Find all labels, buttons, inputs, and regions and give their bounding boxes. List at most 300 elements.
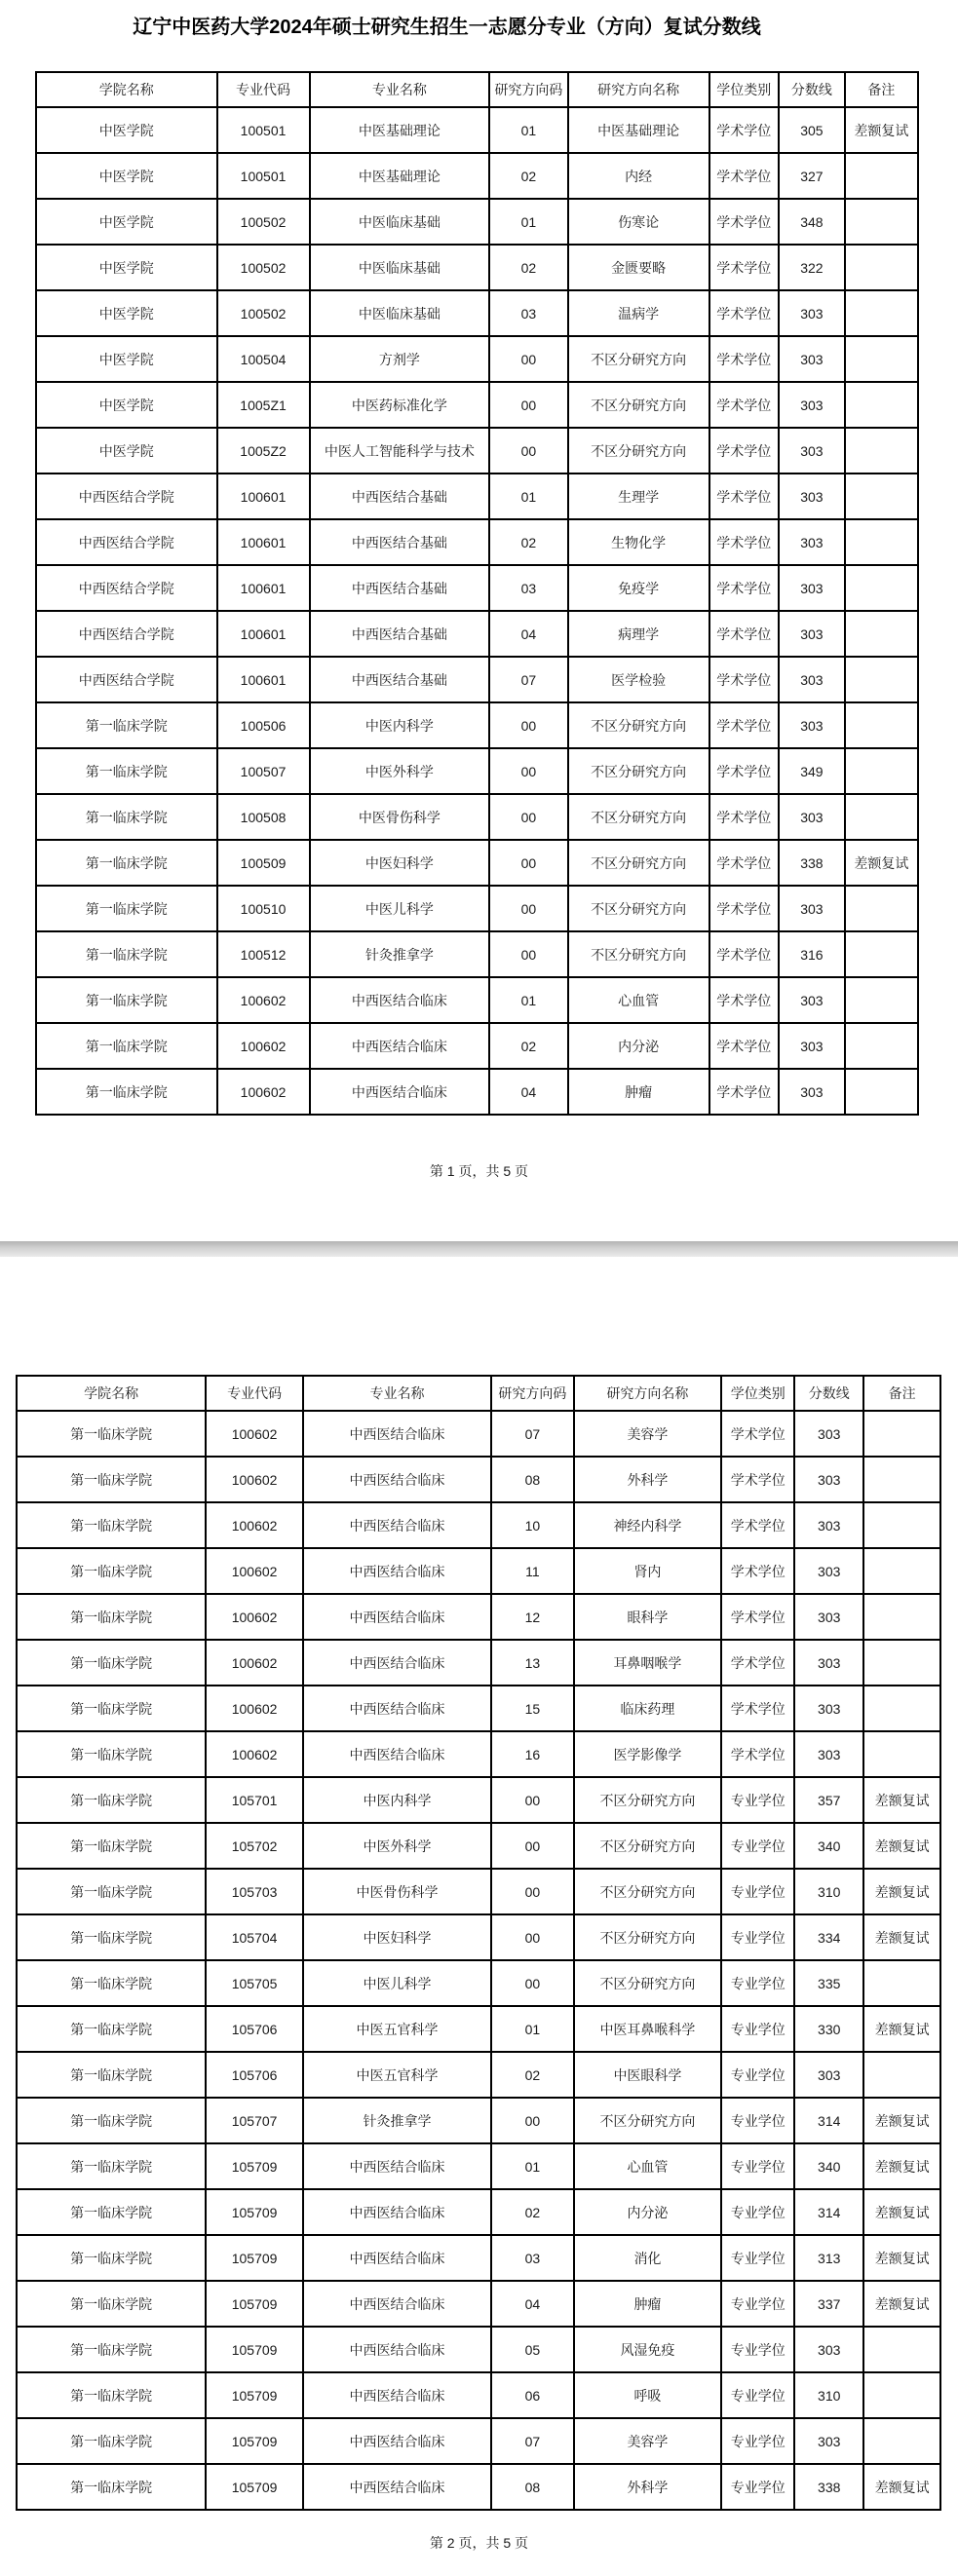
table-row bbox=[36, 199, 918, 245]
table-cell: 差额复试 bbox=[863, 2006, 940, 2052]
table-cell: 专业学位 bbox=[721, 2143, 794, 2189]
table-cell bbox=[845, 565, 918, 611]
header-row bbox=[36, 72, 918, 107]
table-cell: 学术学位 bbox=[721, 1548, 794, 1594]
table-cell bbox=[845, 336, 918, 382]
table-row bbox=[17, 2143, 940, 2189]
table-cell: 中医五官科学 bbox=[303, 2052, 491, 2098]
table-cell bbox=[863, 1594, 940, 1640]
table-cell: 不区分研究方向 bbox=[568, 886, 709, 931]
table-cell: 专业学位 bbox=[721, 1823, 794, 1869]
table-cell bbox=[845, 1023, 918, 1069]
table-cell: 10 bbox=[491, 1502, 573, 1548]
table-cell: 金匮要略 bbox=[568, 245, 709, 290]
table-cell: 01 bbox=[489, 107, 568, 153]
table-cell: 学术学位 bbox=[709, 290, 779, 336]
table-cell: 差额复试 bbox=[863, 2235, 940, 2281]
table-cell: 医学影像学 bbox=[574, 1731, 722, 1777]
table-cell: 100602 bbox=[206, 1411, 303, 1457]
table-cell: 第一临床学院 bbox=[17, 2372, 206, 2418]
table-cell bbox=[845, 474, 918, 519]
table-cell: 专业学位 bbox=[721, 1777, 794, 1823]
table-cell: 105706 bbox=[206, 2052, 303, 2098]
table-cell: 100506 bbox=[217, 702, 310, 748]
table-cell bbox=[845, 290, 918, 336]
table-cell: 105701 bbox=[206, 1777, 303, 1823]
table-cell: 00 bbox=[489, 748, 568, 794]
table-cell: 349 bbox=[779, 748, 845, 794]
table-cell bbox=[863, 1731, 940, 1777]
table-cell: 学术学位 bbox=[721, 1731, 794, 1777]
table-row bbox=[17, 2372, 940, 2418]
table-cell: 消化 bbox=[574, 2235, 722, 2281]
table-cell: 303 bbox=[779, 1023, 845, 1069]
table-cell: 01 bbox=[489, 977, 568, 1023]
table-cell bbox=[863, 1640, 940, 1686]
table-cell: 中西医结合临床 bbox=[310, 1023, 490, 1069]
table-cell bbox=[845, 657, 918, 702]
table-cell: 中西医结合临床 bbox=[303, 1411, 491, 1457]
table-cell: 中医基础理论 bbox=[568, 107, 709, 153]
table-cell: 中西医结合临床 bbox=[303, 1686, 491, 1731]
table-cell: 303 bbox=[794, 1731, 863, 1777]
table-cell bbox=[863, 1960, 940, 2006]
table-cell: 02 bbox=[491, 2189, 573, 2235]
table-cell: 中医内科学 bbox=[310, 702, 490, 748]
table-cell: 学术学位 bbox=[709, 748, 779, 794]
table-cell: 中医人工智能科学与技术 bbox=[310, 428, 490, 474]
table-row bbox=[36, 153, 918, 199]
table-cell: 334 bbox=[794, 1914, 863, 1960]
column-header: 专业代码 bbox=[206, 1376, 303, 1411]
table-cell: 中西医结合基础 bbox=[310, 611, 490, 657]
table-cell: 105709 bbox=[206, 2189, 303, 2235]
table-row bbox=[17, 2327, 940, 2372]
table-cell: 专业学位 bbox=[721, 1869, 794, 1914]
table-cell bbox=[845, 153, 918, 199]
column-header: 分数线 bbox=[779, 72, 845, 107]
table-cell: 1005Z2 bbox=[217, 428, 310, 474]
table-cell: 中西医结合临床 bbox=[303, 2327, 491, 2372]
table-cell bbox=[863, 2052, 940, 2098]
table-cell: 105705 bbox=[206, 1960, 303, 2006]
table-cell: 中西医结合基础 bbox=[310, 565, 490, 611]
table-cell: 第一临床学院 bbox=[17, 1594, 206, 1640]
table-cell: 针灸推拿学 bbox=[310, 931, 490, 977]
table-cell: 00 bbox=[489, 336, 568, 382]
table-cell: 100602 bbox=[206, 1548, 303, 1594]
table-cell: 08 bbox=[491, 1457, 573, 1502]
table-row bbox=[36, 382, 918, 428]
header-row bbox=[17, 1376, 940, 1411]
table-cell: 中西医结合临床 bbox=[303, 2372, 491, 2418]
table-cell: 316 bbox=[779, 931, 845, 977]
column-header: 学院名称 bbox=[36, 72, 217, 107]
table-cell: 11 bbox=[491, 1548, 573, 1594]
table-cell: 15 bbox=[491, 1686, 573, 1731]
table-row bbox=[36, 565, 918, 611]
table-cell: 105709 bbox=[206, 2143, 303, 2189]
table-cell: 生理学 bbox=[568, 474, 709, 519]
table-row bbox=[36, 474, 918, 519]
table-cell: 08 bbox=[491, 2464, 573, 2510]
table-row bbox=[36, 702, 918, 748]
table-cell: 303 bbox=[794, 1411, 863, 1457]
table-cell: 第一临床学院 bbox=[17, 2281, 206, 2327]
table-cell: 中西医结合学院 bbox=[36, 657, 217, 702]
table-cell: 303 bbox=[779, 1069, 845, 1115]
table-row bbox=[36, 611, 918, 657]
table-cell: 303 bbox=[794, 1686, 863, 1731]
table-cell: 中医学院 bbox=[36, 199, 217, 245]
table-cell: 100512 bbox=[217, 931, 310, 977]
table-cell: 03 bbox=[491, 2235, 573, 2281]
table-cell: 100601 bbox=[217, 519, 310, 565]
table-row bbox=[36, 931, 918, 977]
table-cell: 第一临床学院 bbox=[36, 702, 217, 748]
table-cell: 中医学院 bbox=[36, 153, 217, 199]
table-cell: 100502 bbox=[217, 245, 310, 290]
table-cell: 348 bbox=[779, 199, 845, 245]
table-cell: 中西医结合临床 bbox=[303, 1594, 491, 1640]
table-cell: 差额复试 bbox=[863, 1777, 940, 1823]
table-cell: 100602 bbox=[206, 1640, 303, 1686]
table-cell: 303 bbox=[779, 519, 845, 565]
table-cell: 方剂学 bbox=[310, 336, 490, 382]
table-cell: 100509 bbox=[217, 840, 310, 886]
table-cell: 神经内科学 bbox=[574, 1502, 722, 1548]
table-cell: 中西医结合临床 bbox=[303, 1548, 491, 1594]
table-cell: 学术学位 bbox=[709, 1023, 779, 1069]
table-row bbox=[36, 519, 918, 565]
table-cell: 临床药理 bbox=[574, 1686, 722, 1731]
table-cell: 中西医结合基础 bbox=[310, 657, 490, 702]
table-cell: 眼科学 bbox=[574, 1594, 722, 1640]
table-cell: 第一临床学院 bbox=[17, 1502, 206, 1548]
table-cell: 105709 bbox=[206, 2418, 303, 2464]
table-cell: 第一临床学院 bbox=[17, 1777, 206, 1823]
column-header: 备注 bbox=[863, 1376, 940, 1411]
table-cell: 内分泌 bbox=[568, 1023, 709, 1069]
table-cell: 100510 bbox=[217, 886, 310, 931]
table-cell: 00 bbox=[489, 840, 568, 886]
table-row bbox=[17, 1777, 940, 1823]
column-header: 研究方向名称 bbox=[568, 72, 709, 107]
table-row bbox=[17, 2464, 940, 2510]
table-cell: 中西医结合临床 bbox=[303, 2418, 491, 2464]
table-cell: 303 bbox=[779, 611, 845, 657]
table-cell bbox=[845, 611, 918, 657]
table-cell: 不区分研究方向 bbox=[574, 1914, 722, 1960]
table-cell: 中西医结合临床 bbox=[303, 2464, 491, 2510]
table-cell: 03 bbox=[489, 290, 568, 336]
table-cell: 美容学 bbox=[574, 1411, 722, 1457]
table-cell: 第一临床学院 bbox=[36, 886, 217, 931]
table-cell: 100504 bbox=[217, 336, 310, 382]
table-cell: 中医五官科学 bbox=[303, 2006, 491, 2052]
table-row bbox=[36, 1023, 918, 1069]
table-cell: 中西医结合学院 bbox=[36, 565, 217, 611]
table-cell: 不区分研究方向 bbox=[574, 2098, 722, 2143]
table-cell: 303 bbox=[779, 336, 845, 382]
table-cell: 中西医结合临床 bbox=[303, 1457, 491, 1502]
table-row bbox=[17, 1914, 940, 1960]
table-cell: 105707 bbox=[206, 2098, 303, 2143]
table-cell: 中医儿科学 bbox=[310, 886, 490, 931]
table-row bbox=[17, 1594, 940, 1640]
page-number-footer-2: 第 2 页，共 5 页 bbox=[429, 2535, 529, 2551]
table-cell: 303 bbox=[794, 1502, 863, 1548]
table-cell: 第一临床学院 bbox=[17, 1640, 206, 1686]
column-header: 专业名称 bbox=[303, 1376, 491, 1411]
table-cell: 105709 bbox=[206, 2235, 303, 2281]
table-cell: 00 bbox=[489, 886, 568, 931]
table-cell: 学术学位 bbox=[721, 1502, 794, 1548]
table-cell: 303 bbox=[794, 1640, 863, 1686]
table-cell: 357 bbox=[794, 1777, 863, 1823]
table-row bbox=[36, 977, 918, 1023]
table-cell: 105704 bbox=[206, 1914, 303, 1960]
table-cell: 肿瘤 bbox=[568, 1069, 709, 1115]
table-row bbox=[17, 1502, 940, 1548]
score-table-page-2 bbox=[16, 1375, 941, 2511]
table-cell: 第一临床学院 bbox=[17, 1960, 206, 2006]
table-cell bbox=[845, 245, 918, 290]
table-cell: 呼吸 bbox=[574, 2372, 722, 2418]
table-cell: 第一临床学院 bbox=[17, 2418, 206, 2464]
table-cell: 差额复试 bbox=[863, 1823, 940, 1869]
table-cell: 不区分研究方向 bbox=[574, 1960, 722, 2006]
table-cell: 学术学位 bbox=[709, 336, 779, 382]
table-cell: 学术学位 bbox=[709, 657, 779, 702]
table-cell: 105709 bbox=[206, 2372, 303, 2418]
table-cell: 不区分研究方向 bbox=[568, 336, 709, 382]
table-cell: 专业学位 bbox=[721, 1960, 794, 2006]
table-cell: 03 bbox=[489, 565, 568, 611]
table-cell: 305 bbox=[779, 107, 845, 153]
table-row bbox=[17, 2418, 940, 2464]
table-cell: 100502 bbox=[217, 199, 310, 245]
table-row bbox=[36, 748, 918, 794]
table-cell: 差额复试 bbox=[863, 2189, 940, 2235]
table-cell: 中医学院 bbox=[36, 382, 217, 428]
document-page-1 bbox=[0, 14, 958, 1180]
table-cell: 不区分研究方向 bbox=[568, 702, 709, 748]
table-cell: 105706 bbox=[206, 2006, 303, 2052]
table-cell: 差额复试 bbox=[863, 2281, 940, 2327]
table-cell: 内经 bbox=[568, 153, 709, 199]
table-cell: 不区分研究方向 bbox=[568, 931, 709, 977]
document-title: 辽宁中医药大学2024年硕士研究生招生一志愿分专业（方向）复试分数线 bbox=[133, 17, 761, 38]
table-cell: 专业学位 bbox=[721, 2098, 794, 2143]
table-cell bbox=[845, 748, 918, 794]
table-cell: 不区分研究方向 bbox=[574, 1777, 722, 1823]
table-cell: 1005Z1 bbox=[217, 382, 310, 428]
table-cell: 专业学位 bbox=[721, 2052, 794, 2098]
table-cell: 01 bbox=[491, 2006, 573, 2052]
table-cell: 学术学位 bbox=[709, 153, 779, 199]
document-page-2 bbox=[0, 1375, 958, 2552]
table-cell: 风湿免疫 bbox=[574, 2327, 722, 2372]
table-cell: 00 bbox=[489, 382, 568, 428]
table-cell bbox=[863, 1548, 940, 1594]
table-cell: 中医骨伤科学 bbox=[303, 1869, 491, 1914]
table-cell: 第一临床学院 bbox=[17, 1457, 206, 1502]
table-cell: 100501 bbox=[217, 107, 310, 153]
table-cell: 100601 bbox=[217, 474, 310, 519]
table-row bbox=[17, 1686, 940, 1731]
table-cell: 00 bbox=[491, 1869, 573, 1914]
table-cell: 303 bbox=[779, 977, 845, 1023]
page-separator bbox=[0, 1241, 958, 1257]
table-cell: 314 bbox=[794, 2189, 863, 2235]
table-cell: 差额复试 bbox=[863, 1914, 940, 1960]
table-cell: 105703 bbox=[206, 1869, 303, 1914]
table-cell: 不区分研究方向 bbox=[574, 1823, 722, 1869]
table-cell: 第一临床学院 bbox=[17, 2006, 206, 2052]
table-cell: 01 bbox=[489, 199, 568, 245]
table-cell: 第一临床学院 bbox=[17, 2052, 206, 2098]
table-cell: 第一临床学院 bbox=[17, 1731, 206, 1777]
column-header: 研究方向名称 bbox=[574, 1376, 722, 1411]
table-cell: 第一临床学院 bbox=[17, 1823, 206, 1869]
table-cell: 学术学位 bbox=[721, 1411, 794, 1457]
table-cell: 第一临床学院 bbox=[36, 748, 217, 794]
score-table-page-1 bbox=[35, 71, 919, 1116]
table-cell: 第一临床学院 bbox=[17, 2143, 206, 2189]
table-cell: 100602 bbox=[206, 1594, 303, 1640]
table-cell: 105709 bbox=[206, 2281, 303, 2327]
table-cell: 中医临床基础 bbox=[310, 290, 490, 336]
table-cell: 00 bbox=[491, 1914, 573, 1960]
table-cell: 303 bbox=[794, 2418, 863, 2464]
column-header: 专业代码 bbox=[217, 72, 310, 107]
table-cell: 不区分研究方向 bbox=[568, 794, 709, 840]
table-cell: 差额复试 bbox=[863, 2098, 940, 2143]
table-cell: 中医学院 bbox=[36, 107, 217, 153]
table-cell: 335 bbox=[794, 1960, 863, 2006]
table-cell bbox=[863, 1686, 940, 1731]
table-cell: 不区分研究方向 bbox=[568, 748, 709, 794]
table-row bbox=[17, 2189, 940, 2235]
table-cell: 肿瘤 bbox=[574, 2281, 722, 2327]
table-cell: 310 bbox=[794, 2372, 863, 2418]
table-cell bbox=[845, 428, 918, 474]
table-cell: 差额复试 bbox=[845, 107, 918, 153]
table-cell: 中医妇科学 bbox=[303, 1914, 491, 1960]
column-header: 学院名称 bbox=[17, 1376, 206, 1411]
table-row bbox=[36, 290, 918, 336]
table-cell: 00 bbox=[489, 428, 568, 474]
table-cell: 专业学位 bbox=[721, 2327, 794, 2372]
column-header: 分数线 bbox=[794, 1376, 863, 1411]
table-row bbox=[17, 2098, 940, 2143]
table-cell bbox=[845, 977, 918, 1023]
table-row bbox=[36, 794, 918, 840]
table-cell: 07 bbox=[491, 1411, 573, 1457]
table-cell: 第一临床学院 bbox=[36, 840, 217, 886]
table-cell: 差额复试 bbox=[863, 2143, 940, 2189]
table-cell: 学术学位 bbox=[721, 1457, 794, 1502]
table-cell: 学术学位 bbox=[709, 611, 779, 657]
table-cell: 337 bbox=[794, 2281, 863, 2327]
table-cell: 04 bbox=[489, 611, 568, 657]
table-cell bbox=[863, 2418, 940, 2464]
table-cell: 中医临床基础 bbox=[310, 245, 490, 290]
table-cell: 01 bbox=[489, 474, 568, 519]
table-cell: 中西医结合临床 bbox=[310, 1069, 490, 1115]
table-cell bbox=[863, 1411, 940, 1457]
table-cell: 100601 bbox=[217, 565, 310, 611]
table-cell: 中西医结合临床 bbox=[303, 1731, 491, 1777]
table-cell: 不区分研究方向 bbox=[574, 1869, 722, 1914]
table-cell: 303 bbox=[794, 2327, 863, 2372]
table-cell: 07 bbox=[491, 2418, 573, 2464]
table-cell: 00 bbox=[489, 794, 568, 840]
table-cell: 100508 bbox=[217, 794, 310, 840]
table-cell: 中医临床基础 bbox=[310, 199, 490, 245]
table-cell: 303 bbox=[779, 474, 845, 519]
table-cell: 303 bbox=[779, 290, 845, 336]
table-cell: 第一临床学院 bbox=[17, 2464, 206, 2510]
table-cell: 专业学位 bbox=[721, 2372, 794, 2418]
table-cell: 第一临床学院 bbox=[17, 1548, 206, 1594]
column-header: 备注 bbox=[845, 72, 918, 107]
table-cell: 100602 bbox=[206, 1502, 303, 1548]
table-cell: 100507 bbox=[217, 748, 310, 794]
table-cell: 医学检验 bbox=[568, 657, 709, 702]
table-cell: 学术学位 bbox=[709, 565, 779, 611]
table-row bbox=[36, 428, 918, 474]
table-cell: 差额复试 bbox=[863, 2464, 940, 2510]
table-cell: 中医耳鼻喉科学 bbox=[574, 2006, 722, 2052]
table-cell: 第一临床学院 bbox=[17, 1411, 206, 1457]
table-row bbox=[36, 840, 918, 886]
table-cell: 338 bbox=[779, 840, 845, 886]
table-cell: 330 bbox=[794, 2006, 863, 2052]
table-cell: 100602 bbox=[217, 1069, 310, 1115]
table-cell: 中医学院 bbox=[36, 290, 217, 336]
table-cell: 学术学位 bbox=[709, 519, 779, 565]
table-cell: 学术学位 bbox=[709, 474, 779, 519]
table-cell: 学术学位 bbox=[721, 1686, 794, 1731]
table-cell: 100602 bbox=[206, 1457, 303, 1502]
table-cell: 100602 bbox=[217, 1023, 310, 1069]
table-cell: 02 bbox=[489, 519, 568, 565]
table-cell: 中西医结合临床 bbox=[303, 1640, 491, 1686]
table-cell: 肾内 bbox=[574, 1548, 722, 1594]
table-cell: 105709 bbox=[206, 2327, 303, 2372]
table-cell: 100501 bbox=[217, 153, 310, 199]
table-cell: 第一临床学院 bbox=[36, 794, 217, 840]
table-cell: 学术学位 bbox=[709, 702, 779, 748]
table-cell: 340 bbox=[794, 2143, 863, 2189]
table-cell: 中医学院 bbox=[36, 428, 217, 474]
table-cell: 中西医结合临床 bbox=[303, 2143, 491, 2189]
table-row bbox=[36, 245, 918, 290]
table-cell: 13 bbox=[491, 1640, 573, 1686]
table-cell bbox=[845, 382, 918, 428]
table-cell bbox=[845, 199, 918, 245]
table-cell: 专业学位 bbox=[721, 2464, 794, 2510]
table-cell: 00 bbox=[489, 931, 568, 977]
table-row bbox=[17, 1823, 940, 1869]
table-cell: 中医学院 bbox=[36, 245, 217, 290]
table-cell: 不区分研究方向 bbox=[568, 428, 709, 474]
table-cell: 303 bbox=[779, 565, 845, 611]
table-cell: 100602 bbox=[206, 1731, 303, 1777]
table-cell: 04 bbox=[491, 2281, 573, 2327]
